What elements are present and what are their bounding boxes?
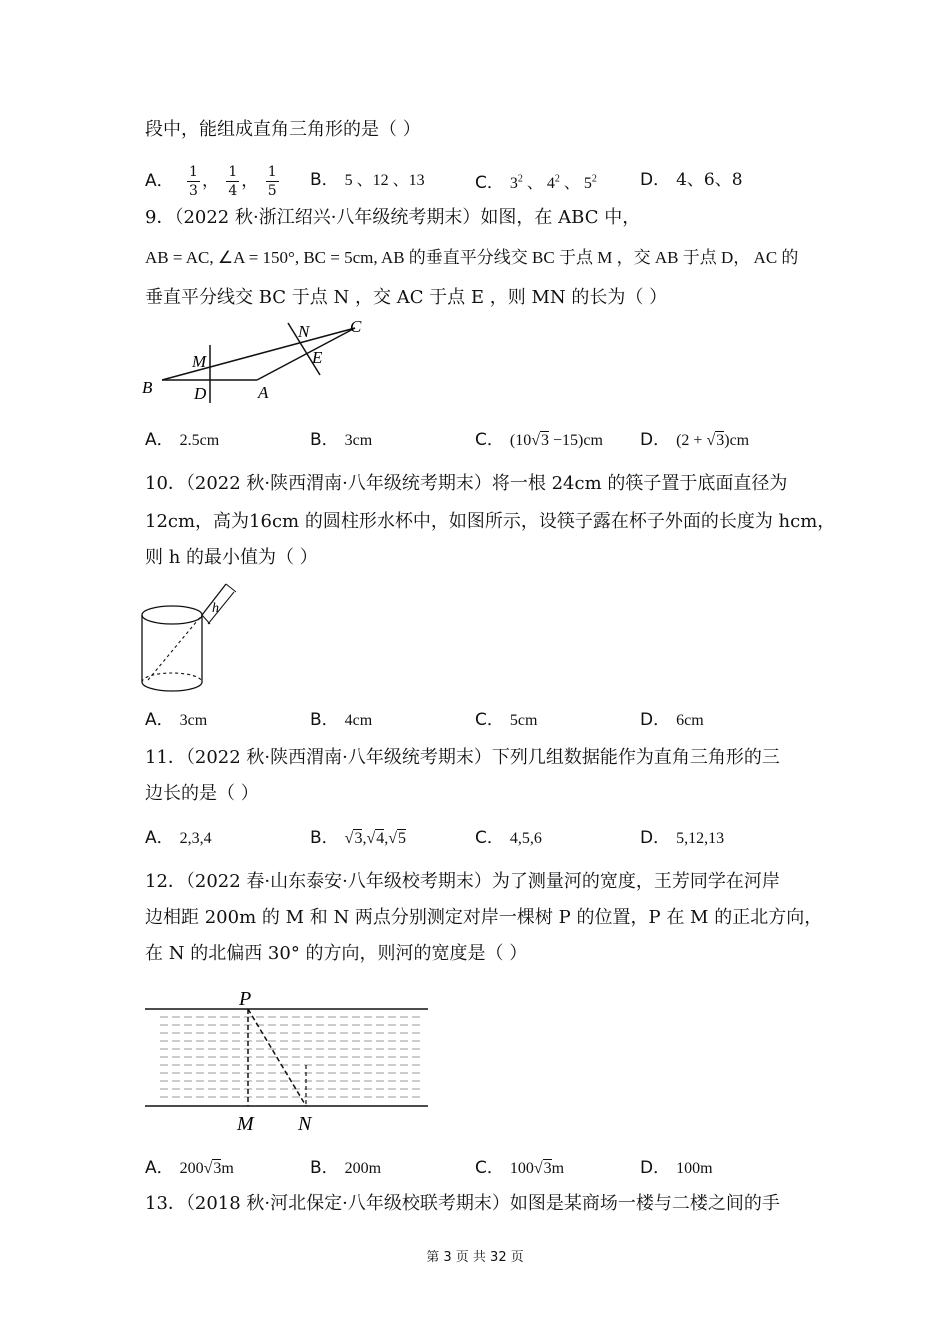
q8-option-c: C． $3^2$ 、 $4^2$ 、 $5^2$ — [475, 173, 597, 194]
q10-option-d: D． 6cm — [640, 710, 704, 730]
label-a: A — [258, 383, 269, 402]
label-p: P — [239, 988, 252, 1010]
q11-option-c: C． 4,5,6 — [475, 828, 542, 848]
river-figure — [140, 985, 435, 1135]
q11-option-a: A． 2,3,4 — [145, 828, 212, 848]
q9-line-2: AB = AC, ∠A = 150°, BC = 5cm, AB 的垂直平分线交 BC 于点 M ，交 AB 于点 D， AC 的 — [145, 248, 799, 267]
q12-option-c: C． 100√3m — [475, 1158, 565, 1178]
fraction: $\frac{1}{4}$ — [228, 164, 238, 199]
label-e: E — [312, 348, 323, 367]
label-d: D — [194, 384, 207, 403]
triangle-figure — [140, 315, 380, 405]
q12-option-d: D． 100m — [640, 1158, 713, 1178]
q9-option-d: D． (2 + √3)cm — [640, 430, 750, 450]
q11-option-d: D． 5,12,13 — [640, 828, 725, 848]
q9-line-1: 9．（2022 秋·浙江绍兴·八年级统考期末）如图，在 ABC 中， — [145, 207, 641, 228]
q12-line-1: 12．（2022 春·山东泰安·八年级校考期末）为了测量河的宽度，王芳同学在河岸 — [145, 871, 780, 892]
label-b: B — [142, 378, 153, 397]
q10-line-2: 12cm，高为16cm 的圆柱形水杯中，如图所示，设筷子露在杯子外面的长度为 hcm， — [145, 511, 836, 532]
label-n: N — [298, 322, 310, 341]
page-footer: 第 3 页 共 32 页 — [426, 1250, 524, 1265]
q11-option-b: B． √3,√4,√5 — [310, 828, 407, 848]
q9-option-a: A． 2.5cm — [145, 430, 220, 450]
label-n: N — [298, 1113, 312, 1135]
q10-option-b: B． 4cm — [310, 710, 373, 730]
q8-stem-end: 段中，能组成直角三角形的是（ ） — [145, 119, 421, 140]
fraction: $\frac{1}{5}$ — [267, 164, 277, 199]
q13-line-1: 13．（2018 秋·河北保定·八年级校联考期末）如图是某商场一楼与二楼之间的手 — [145, 1193, 780, 1214]
label-c: C — [350, 317, 362, 336]
q10-option-c: C． 5cm — [475, 710, 538, 730]
q10-line-1: 10．（2022 秋·陕西渭南·八年级统考期末）将一根 24cm 的筷子置于底面直径为 — [145, 473, 788, 494]
q12-line-2: 边相距 200m 的 M 和 N 两点分别测定对岸一棵树 P 的位置，P 在 M 的正北方向， — [145, 907, 823, 928]
q12-option-a: A． 200√3m — [145, 1158, 234, 1178]
label-m: M — [192, 352, 207, 371]
q9-option-b: B． 3cm — [310, 430, 373, 450]
q8-option-a: A． $\frac{1}{3}$ ， $\frac{1}{4}$ ， $\frac{1}{5}$ — [145, 164, 277, 199]
q12-line-3: 在 N 的北偏西 30° 的方向，则河的宽度是（ ） — [145, 943, 528, 964]
q9-line-3: 垂直平分线交 BC 于点 N ，交 AC 于点 E ，则 MN 的长为（ ） — [145, 287, 668, 308]
q10-option-a: A． 3cm — [145, 710, 208, 730]
label-m: M — [237, 1113, 254, 1135]
fraction: $\frac{1}{3}$ — [189, 164, 198, 199]
q10-line-3: 则 h 的最小值为（ ） — [145, 547, 318, 568]
q8-option-b: B． 5 、12 、13 — [310, 170, 425, 190]
q11-line-2: 边长的是（ ） — [145, 783, 259, 804]
q11-line-1: 11．（2022 秋·陕西渭南·八年级统考期末）下列几组数据能作为直角三角形的三 — [145, 747, 780, 768]
q12-option-b: B． 200m — [310, 1158, 382, 1178]
q9-option-c: C． (10√3 −15)cm — [475, 430, 603, 450]
q8-option-d: D． 4、6、8 — [640, 170, 743, 190]
cylinder-cup-figure — [138, 580, 248, 695]
label-h: h — [212, 601, 219, 616]
